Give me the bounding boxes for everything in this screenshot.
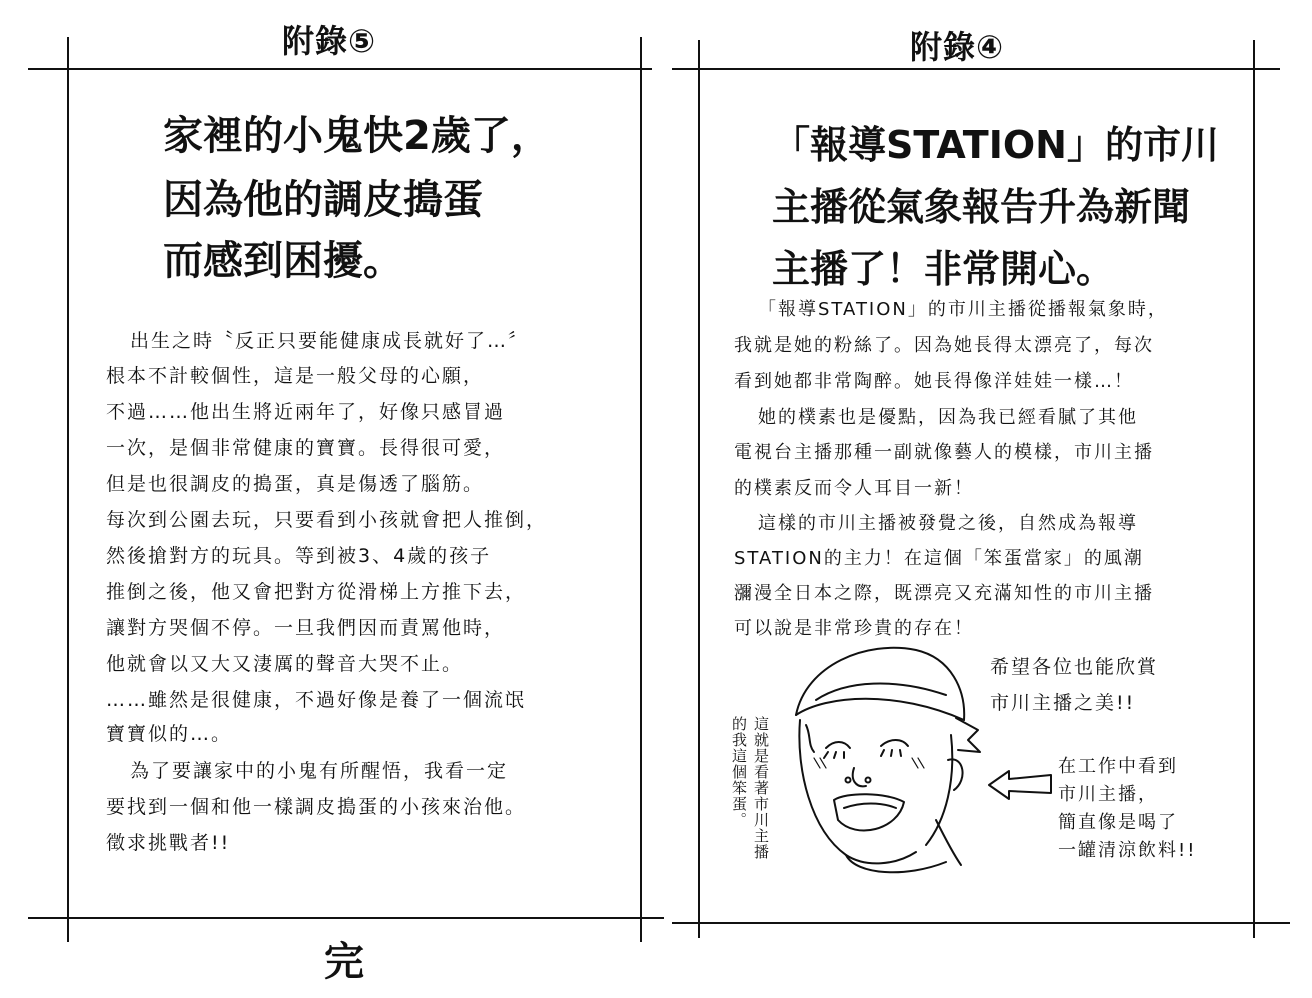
right-frame-top bbox=[672, 68, 1280, 70]
left-headline-2: 因為他的調皮搗蛋 bbox=[163, 177, 483, 223]
left-frame-bottom bbox=[28, 917, 664, 919]
left-body-line: ……雖然是很健康，不過好像是養了一個流氓 bbox=[106, 689, 527, 711]
right-body-line: 瀰漫全日本之際，既漂亮又充滿知性的市川主播 bbox=[734, 583, 1154, 604]
left-body-line: 然後搶對方的玩具。等到被3、4歲的孩子 bbox=[106, 545, 492, 567]
caption-right-line: 一罐清涼飲料!! bbox=[1058, 840, 1197, 861]
caption-right-line: 簡直像是喝了 bbox=[1058, 812, 1178, 833]
right-body-line: 「報導STATION」的市川主播從播報氣象時， bbox=[758, 299, 1168, 320]
left-page-header: 附錄⑤ bbox=[282, 22, 377, 60]
left-body-line: 出生之時〝反正只要能健康成長就好了…〞 bbox=[130, 330, 530, 352]
right-headline-1: 「報導STATION」的市川 bbox=[772, 123, 1219, 167]
vertical-caption-col: 的我這個笨蛋。 bbox=[730, 716, 748, 828]
left-body-line: 寶寶似的…。 bbox=[106, 723, 233, 745]
right-frame-right bbox=[1253, 40, 1255, 938]
right-body-line: 看到她都非常陶醉。她長得像洋娃娃一樣…！ bbox=[734, 371, 1134, 392]
left-body-line: 根本不計較個性，這是一般父母的心願， bbox=[106, 365, 485, 387]
illustration-face bbox=[786, 640, 986, 880]
caption-right-line: 在工作中看到 bbox=[1058, 756, 1178, 777]
right-body-line: 我就是她的粉絲了。因為她長得太漂亮了，每次 bbox=[734, 335, 1154, 356]
left-body-line: 徵求挑戰者!! bbox=[106, 832, 231, 854]
vertical-caption-col: 這就是看著市川主播 bbox=[752, 716, 770, 860]
left-frame-left bbox=[67, 37, 69, 942]
left-frame-right bbox=[640, 37, 642, 942]
right-frame-left bbox=[698, 40, 700, 938]
end-mark: 完 bbox=[324, 939, 364, 985]
left-body-line: 為了要讓家中的小鬼有所醒悟，我看一定 bbox=[130, 760, 509, 782]
left-body-line: 要找到一個和他一樣調皮搗蛋的小孩來治他。 bbox=[106, 796, 527, 818]
right-frame-bottom bbox=[672, 922, 1290, 924]
right-page-header: 附錄④ bbox=[910, 28, 1005, 66]
left-body-line: 但是也很調皮的搗蛋，真是傷透了腦筋。 bbox=[106, 473, 485, 495]
left-body-line: 推倒之後，他又會把對方從滑梯上方推下去， bbox=[106, 581, 527, 603]
arrow-icon bbox=[985, 765, 1055, 805]
left-body-line: 一次，是個非常健康的寶寶。長得很可愛， bbox=[106, 437, 506, 459]
right-body-line: 可以說是非常珍貴的存在！ bbox=[734, 618, 974, 639]
left-body-line: 每次到公園去玩，只要看到小孩就會把人推倒， bbox=[106, 509, 548, 531]
left-body-line: 讓對方哭個不停。一旦我們因而責罵他時， bbox=[106, 617, 506, 639]
caption-top-line: 市川主播之美!! bbox=[990, 692, 1136, 714]
caption-top-line: 希望各位也能欣賞 bbox=[990, 656, 1159, 678]
right-body-line: 她的樸素也是優點，因為我已經看膩了其他 bbox=[758, 407, 1138, 428]
left-body-line: 不過……他出生將近兩年了，好像只感冒過 bbox=[106, 401, 506, 423]
right-headline-3: 主播了！非常開心。 bbox=[772, 247, 1115, 291]
left-frame-top bbox=[28, 68, 652, 70]
right-body-line: 的樸素反而令人耳目一新！ bbox=[734, 478, 974, 499]
left-body-line: 他就會以又大又淒厲的聲音大哭不止。 bbox=[106, 653, 464, 675]
right-body-line: 電視台主播那種一副就像藝人的模樣，市川主播 bbox=[734, 442, 1154, 463]
right-body-line: 這樣的市川主播被發覺之後，自然成為報導 bbox=[758, 513, 1138, 534]
left-headline-3: 而感到困擾。 bbox=[163, 238, 403, 284]
left-headline-1: 家裡的小鬼快2歲了， bbox=[163, 113, 551, 159]
caption-right-line: 市川主播， bbox=[1058, 784, 1158, 805]
right-headline-2: 主播從氣象報告升為新聞 bbox=[772, 185, 1191, 229]
right-body-line: STATION的主力！在這個「笨蛋當家」的風潮 bbox=[734, 548, 1144, 569]
